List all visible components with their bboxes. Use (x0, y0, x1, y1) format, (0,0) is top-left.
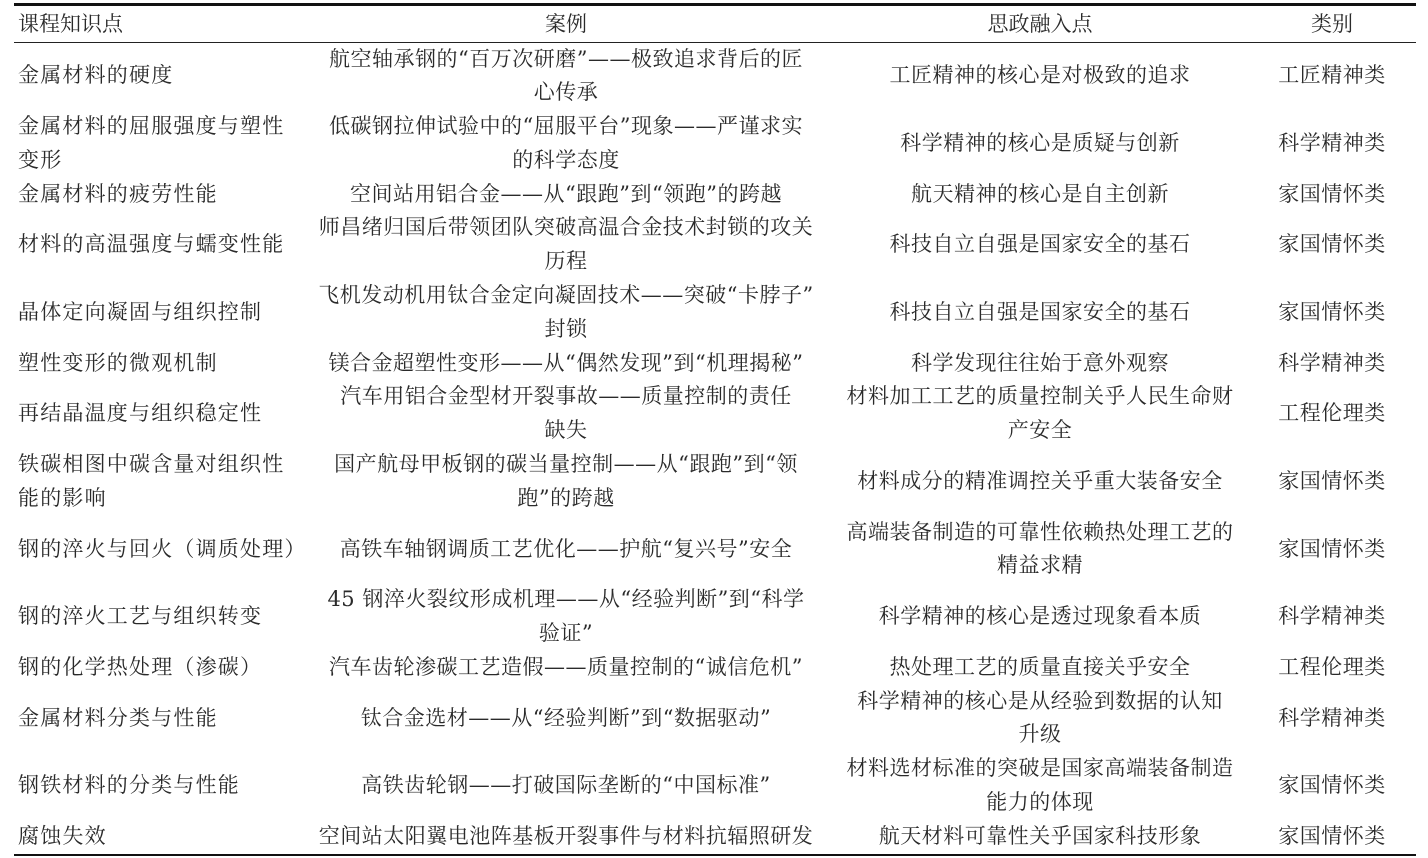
category-text-line: 工程伦理类 (1278, 401, 1386, 426)
header-course-knowledge-point: 课程知识点 (18, 11, 123, 36)
cell-point (832, 752, 1248, 820)
cell-topic (14, 516, 307, 584)
cell-case (300, 820, 832, 854)
case-text-line: 低碳钢拉伸试验中的“屈服平台”现象——严谨求实 (329, 114, 803, 139)
cell-category (1248, 178, 1416, 212)
category-text-line: 科学精神类 (1278, 705, 1386, 730)
table-row (14, 178, 1416, 212)
point-text-line: 科学精神的核心是质疑与创新 (900, 130, 1180, 155)
table-row (14, 651, 1416, 685)
cell-topic (14, 685, 300, 753)
cell-point (832, 43, 1248, 111)
category-text-line: 家国情怀类 (1278, 232, 1386, 257)
cell-case (300, 685, 832, 753)
topic-text-line: 能的影响 (18, 485, 107, 510)
cell-point (832, 448, 1248, 516)
cell-case (300, 43, 832, 111)
category-text-line: 家国情怀类 (1278, 299, 1386, 324)
topic-text-line: 钢的淬火与回火（调质处理） (18, 536, 307, 561)
point-text-line: 升级 (1018, 722, 1062, 747)
table-row (14, 43, 1416, 111)
topic-text-line: 钢铁材料的分类与性能 (18, 773, 240, 798)
topic-text-line: 金属材料的疲劳性能 (18, 181, 218, 206)
cell-category (1248, 380, 1416, 448)
case-text-line: 航空轴承钢的“百万次研磨”——极致追求背后的匠 (329, 46, 803, 71)
cell-case (300, 583, 832, 651)
case-text-line: 历程 (544, 249, 588, 274)
case-text-line: 缺失 (544, 418, 588, 443)
category-text-line: 家国情怀类 (1278, 181, 1386, 206)
case-text-line: 汽车用铝合金型材开裂事故——质量控制的责任 (340, 384, 792, 409)
category-text-line: 工程伦理类 (1278, 654, 1386, 679)
header-case: 案例 (545, 11, 587, 36)
topic-text-line: 铁碳相图中碳含量对组织性 (18, 452, 285, 477)
category-text-line: 家国情怀类 (1278, 823, 1386, 848)
case-text-line: 心传承 (533, 80, 599, 105)
topic-text-line: 变形 (18, 147, 63, 172)
topic-text-line: 钢的淬火工艺与组织转变 (18, 604, 263, 629)
cell-case (300, 651, 832, 685)
point-text-line: 航天材料可靠性关乎国家科技形象 (878, 823, 1202, 848)
cell-topic (14, 651, 300, 685)
topic-text-line: 再结晶温度与组织稳定性 (18, 401, 263, 426)
case-text-line: 空间站太阳翼电池阵基板开裂事件与材料抗辐照研发 (318, 823, 814, 848)
case-text-line: 国产航母甲板钢的碳当量控制——从“跟跑”到“领 (334, 452, 798, 477)
cell-topic (14, 448, 300, 516)
cell-case (300, 279, 832, 347)
cell-topic (14, 279, 300, 347)
cell-category (1248, 583, 1416, 651)
cell-topic (14, 178, 300, 212)
cell-case (300, 178, 832, 212)
category-text-line: 科学精神类 (1278, 130, 1386, 155)
cell-point (832, 211, 1248, 279)
table-row (14, 279, 1416, 347)
category-text-line: 工匠精神类 (1278, 63, 1386, 88)
category-text-line: 科学精神类 (1278, 604, 1386, 629)
point-text-line: 材料成分的精准调控关乎重大装备安全 (857, 468, 1223, 493)
table-header-row (14, 6, 1416, 43)
topic-text-line: 金属材料的硬度 (18, 63, 174, 88)
knowledge-point-table (14, 3, 1416, 856)
point-text-line: 科技自立自强是国家安全的基石 (889, 299, 1191, 324)
table-row (14, 380, 1416, 448)
point-text-line: 热处理工艺的质量直接关乎安全 (889, 654, 1191, 679)
cell-point (832, 380, 1248, 448)
cell-case (300, 380, 832, 448)
table-row (14, 110, 1416, 178)
topic-text-line: 材料的高温强度与蠕变性能 (18, 232, 285, 257)
point-text-line: 产安全 (1007, 418, 1073, 443)
cell-category (1248, 752, 1416, 820)
cell-case (300, 448, 832, 516)
cell-case (300, 211, 832, 279)
cell-category (1248, 685, 1416, 753)
cell-point (832, 583, 1248, 651)
point-text-line: 科学精神的核心是从经验到数据的认知 (857, 688, 1223, 713)
case-text-line: 45 钢淬火裂纹形成机理——从“经验判断”到“科学 (327, 587, 805, 612)
point-text-line: 科学发现往往始于意外观察 (911, 350, 1169, 375)
case-text-line: 汽车齿轮渗碳工艺造假——质量控制的“诚信危机” (329, 654, 803, 679)
cell-category (1248, 651, 1416, 685)
table-body (14, 43, 1416, 854)
cell-case (300, 752, 832, 820)
category-text-line: 家国情怀类 (1278, 468, 1386, 493)
topic-text-line: 金属材料的屈服强度与塑性 (18, 114, 285, 139)
case-text-line: 飞机发动机用钛合金定向凝固技术——突破“卡脖子” (318, 283, 814, 308)
cell-category (1248, 448, 1416, 516)
table-bottom-rule (14, 854, 1416, 857)
table-row (14, 347, 1416, 381)
cell-category (1248, 211, 1416, 279)
cell-topic (14, 380, 300, 448)
topic-text-line: 腐蚀失效 (18, 823, 107, 848)
cell-category (1248, 110, 1416, 178)
table-row (14, 752, 1416, 820)
cell-category (1248, 43, 1416, 111)
point-text-line: 高端装备制造的可靠性依赖热处理工艺的 (846, 519, 1234, 544)
point-text-line: 材料加工工艺的质量控制关乎人民生命财 (846, 384, 1234, 409)
point-text-line: 工匠精神的核心是对极致的追求 (889, 63, 1191, 88)
cell-category (1248, 516, 1416, 584)
cell-case (300, 110, 832, 178)
cell-point (832, 651, 1248, 685)
header-category: 类别 (1311, 11, 1353, 36)
cell-point (832, 516, 1248, 584)
table-row (14, 211, 1416, 279)
cell-point (832, 820, 1248, 854)
cell-case (300, 516, 832, 584)
case-text-line: 师昌绪归国后带领团队突破高温合金技术封锁的攻关 (318, 215, 814, 240)
table-row (14, 685, 1416, 753)
cell-topic (14, 583, 300, 651)
cell-topic (14, 752, 300, 820)
point-text-line: 材料选材标准的突破是国家高端装备制造 (846, 756, 1234, 781)
table-row (14, 820, 1416, 854)
point-text-line: 能力的体现 (986, 790, 1094, 815)
cell-point (832, 279, 1248, 347)
cell-category (1248, 279, 1416, 347)
cell-point (832, 347, 1248, 381)
header-ideological-point: 思政融入点 (987, 11, 1093, 36)
category-text-line: 家国情怀类 (1278, 536, 1386, 561)
cell-topic (14, 820, 300, 854)
case-text-line: 高铁车轴钢调质工艺优化——护航“复兴号”安全 (339, 536, 793, 561)
cell-topic (14, 347, 300, 381)
case-text-line: 验证” (538, 621, 594, 646)
cell-point (832, 178, 1248, 212)
cell-topic (14, 43, 300, 111)
point-text-line: 精益求精 (997, 553, 1083, 578)
case-text-line: 的科学态度 (512, 147, 620, 172)
topic-text-line: 金属材料分类与性能 (18, 705, 218, 730)
table-row (14, 448, 1416, 516)
table-row (14, 583, 1416, 651)
case-text-line: 跑”的跨越 (517, 485, 615, 510)
cell-category (1248, 347, 1416, 381)
category-text-line: 家国情怀类 (1278, 773, 1386, 798)
case-text-line: 高铁齿轮钢——打破国际垄断的“中国标准” (361, 773, 771, 798)
point-text-line: 科技自立自强是国家安全的基石 (889, 232, 1191, 257)
point-text-line: 航天精神的核心是自主创新 (911, 181, 1169, 206)
case-text-line: 封锁 (544, 316, 588, 341)
cell-topic (14, 211, 300, 279)
cell-topic (14, 110, 300, 178)
topic-text-line: 晶体定向凝固与组织控制 (18, 299, 263, 324)
case-text-line: 镁合金超塑性变形——从“偶然发现”到“机理揭秘” (328, 350, 804, 375)
point-text-line: 科学精神的核心是透过现象看本质 (878, 604, 1202, 629)
topic-text-line: 塑性变形的微观机制 (18, 350, 218, 375)
table-row (14, 516, 1416, 584)
cell-case (300, 347, 832, 381)
case-text-line: 钛合金选材——从“经验判断”到“数据驱动” (360, 705, 772, 730)
category-text-line: 科学精神类 (1278, 350, 1386, 375)
case-text-line: 空间站用铝合金——从“跟跑”到“领跑”的跨越 (350, 181, 782, 206)
cell-point (832, 110, 1248, 178)
topic-text-line: 钢的化学热处理（渗碳） (18, 654, 263, 679)
cell-category (1248, 820, 1416, 854)
cell-point (832, 685, 1248, 753)
